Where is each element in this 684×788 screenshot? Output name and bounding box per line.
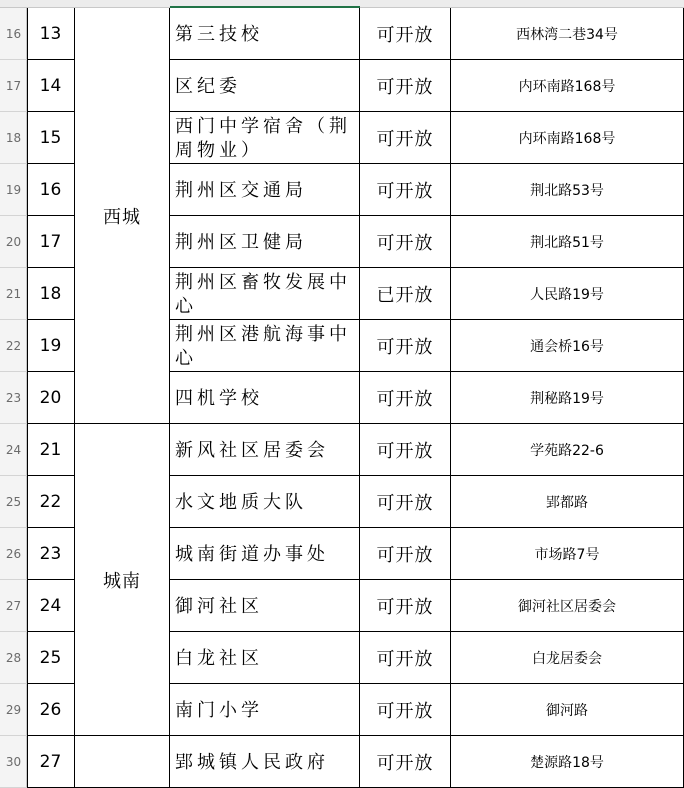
- cell-serial-number[interactable]: 20: [27, 372, 75, 424]
- cell-serial-number[interactable]: 14: [27, 60, 75, 112]
- cell-address[interactable]: 西林湾二巷34号: [451, 8, 684, 60]
- cell-open-status[interactable]: 可开放: [360, 736, 451, 788]
- cell-site-name[interactable]: [170, 528, 360, 580]
- cell-serial-number[interactable]: 17: [27, 216, 75, 268]
- cell-address[interactable]: 御河社区居委会: [451, 580, 684, 632]
- cell-site-name[interactable]: [170, 164, 360, 216]
- cell-district-merged[interactable]: 城南: [75, 424, 170, 736]
- cell-serial-number[interactable]: 25: [27, 632, 75, 684]
- cell-site-name[interactable]: [170, 112, 360, 164]
- cell-address[interactable]: 内环南路168号: [451, 60, 684, 112]
- cell-site-name[interactable]: [170, 476, 360, 528]
- cell-serial-number[interactable]: 16: [27, 164, 75, 216]
- cell-open-status[interactable]: 可开放: [360, 632, 451, 684]
- cell-open-status[interactable]: 可开放: [360, 372, 451, 424]
- site-name-text: 荆州区卫健局: [175, 231, 307, 253]
- cell-serial-number[interactable]: 24: [27, 580, 75, 632]
- row-header[interactable]: 17: [0, 60, 27, 112]
- cell-address[interactable]: 通会桥16号: [451, 320, 684, 372]
- site-name-text: 南门小学: [175, 699, 263, 721]
- cell-serial-number[interactable]: 26: [27, 684, 75, 736]
- row-header[interactable]: 24: [0, 424, 27, 476]
- cell-serial-number[interactable]: 19: [27, 320, 75, 372]
- cell-address[interactable]: 人民路19号: [451, 268, 684, 320]
- cell-site-name[interactable]: [170, 424, 360, 476]
- site-name-text: 第三技校: [175, 23, 263, 45]
- site-name-text: 白龙社区: [175, 647, 263, 669]
- cell-site-name[interactable]: [170, 8, 360, 60]
- site-name-text: 西门中学宿舍（荆周物业）: [175, 115, 351, 161]
- cell-address[interactable]: 御河路: [451, 684, 684, 736]
- row-header-bar: [0, 8, 27, 787]
- cell-site-name[interactable]: [170, 632, 360, 684]
- cell-district-empty[interactable]: [75, 736, 170, 788]
- cell-serial-number[interactable]: 15: [27, 112, 75, 164]
- site-name-text: 荆州区畜牧发展中心: [175, 271, 351, 317]
- site-name-text: 区纪委: [175, 75, 241, 97]
- cell-address[interactable]: 学苑路22-6: [451, 424, 684, 476]
- cell-site-name[interactable]: [170, 60, 360, 112]
- cell-district-merged[interactable]: 西城: [75, 8, 170, 424]
- cell-serial-number[interactable]: 13: [27, 8, 75, 60]
- row-header[interactable]: 28: [0, 632, 27, 684]
- row-header[interactable]: 16: [0, 8, 27, 60]
- cell-site-name[interactable]: [170, 580, 360, 632]
- row-header[interactable]: 18: [0, 112, 27, 164]
- row-header[interactable]: 29: [0, 684, 27, 736]
- row-header[interactable]: 19: [0, 164, 27, 216]
- cell-address[interactable]: 楚源路18号: [451, 736, 684, 788]
- cell-open-status[interactable]: 可开放: [360, 580, 451, 632]
- site-name-text: 新风社区居委会: [175, 439, 329, 461]
- row-header[interactable]: 23: [0, 372, 27, 424]
- cell-address[interactable]: 郢都路: [451, 476, 684, 528]
- site-name-text: 御河社区: [175, 595, 263, 617]
- cell-serial-number[interactable]: 18: [27, 268, 75, 320]
- site-name-text: 荆州区港航海事中心: [175, 323, 351, 369]
- row-header[interactable]: 21: [0, 268, 27, 320]
- cell-serial-number[interactable]: 27: [27, 736, 75, 788]
- cell-open-status[interactable]: 可开放: [360, 320, 451, 372]
- cell-address[interactable]: 内环南路168号: [451, 112, 684, 164]
- row-header[interactable]: 20: [0, 216, 27, 268]
- grid-left-border: [27, 8, 28, 787]
- cell-site-name[interactable]: [170, 268, 360, 320]
- cell-serial-number[interactable]: 21: [27, 424, 75, 476]
- cell-open-status[interactable]: 可开放: [360, 528, 451, 580]
- row-header[interactable]: 26: [0, 528, 27, 580]
- cell-open-status[interactable]: 可开放: [360, 8, 451, 60]
- cell-address[interactable]: 市场路7号: [451, 528, 684, 580]
- cell-site-name[interactable]: [170, 372, 360, 424]
- cell-address[interactable]: 白龙居委会: [451, 632, 684, 684]
- cell-open-status[interactable]: 可开放: [360, 164, 451, 216]
- cell-address[interactable]: 荆秘路19号: [451, 372, 684, 424]
- row-header[interactable]: 25: [0, 476, 27, 528]
- cell-site-name[interactable]: [170, 684, 360, 736]
- cell-open-status[interactable]: 已开放: [360, 268, 451, 320]
- cell-serial-number[interactable]: 22: [27, 476, 75, 528]
- spreadsheet-grid: [27, 8, 684, 787]
- row-header[interactable]: 27: [0, 580, 27, 632]
- cell-open-status[interactable]: 可开放: [360, 476, 451, 528]
- cell-open-status[interactable]: 可开放: [360, 424, 451, 476]
- cell-open-status[interactable]: 可开放: [360, 60, 451, 112]
- cell-site-name[interactable]: [170, 216, 360, 268]
- site-name-text: 郢城镇人民政府: [175, 751, 329, 773]
- cell-open-status[interactable]: 可开放: [360, 112, 451, 164]
- cell-address[interactable]: 荆北路53号: [451, 164, 684, 216]
- site-name-text: 荆州区交通局: [175, 179, 307, 201]
- cell-open-status[interactable]: 可开放: [360, 684, 451, 736]
- site-name-text: 城南街道办事处: [175, 543, 329, 565]
- site-name-text: 四机学校: [175, 387, 263, 409]
- row-header[interactable]: 22: [0, 320, 27, 372]
- cell-address[interactable]: 荆北路51号: [451, 216, 684, 268]
- cell-open-status[interactable]: 可开放: [360, 216, 451, 268]
- row-header[interactable]: 30: [0, 736, 27, 788]
- site-name-text: 水文地质大队: [175, 491, 307, 513]
- cell-site-name[interactable]: [170, 320, 360, 372]
- cell-serial-number[interactable]: 23: [27, 528, 75, 580]
- cell-site-name[interactable]: [170, 736, 360, 788]
